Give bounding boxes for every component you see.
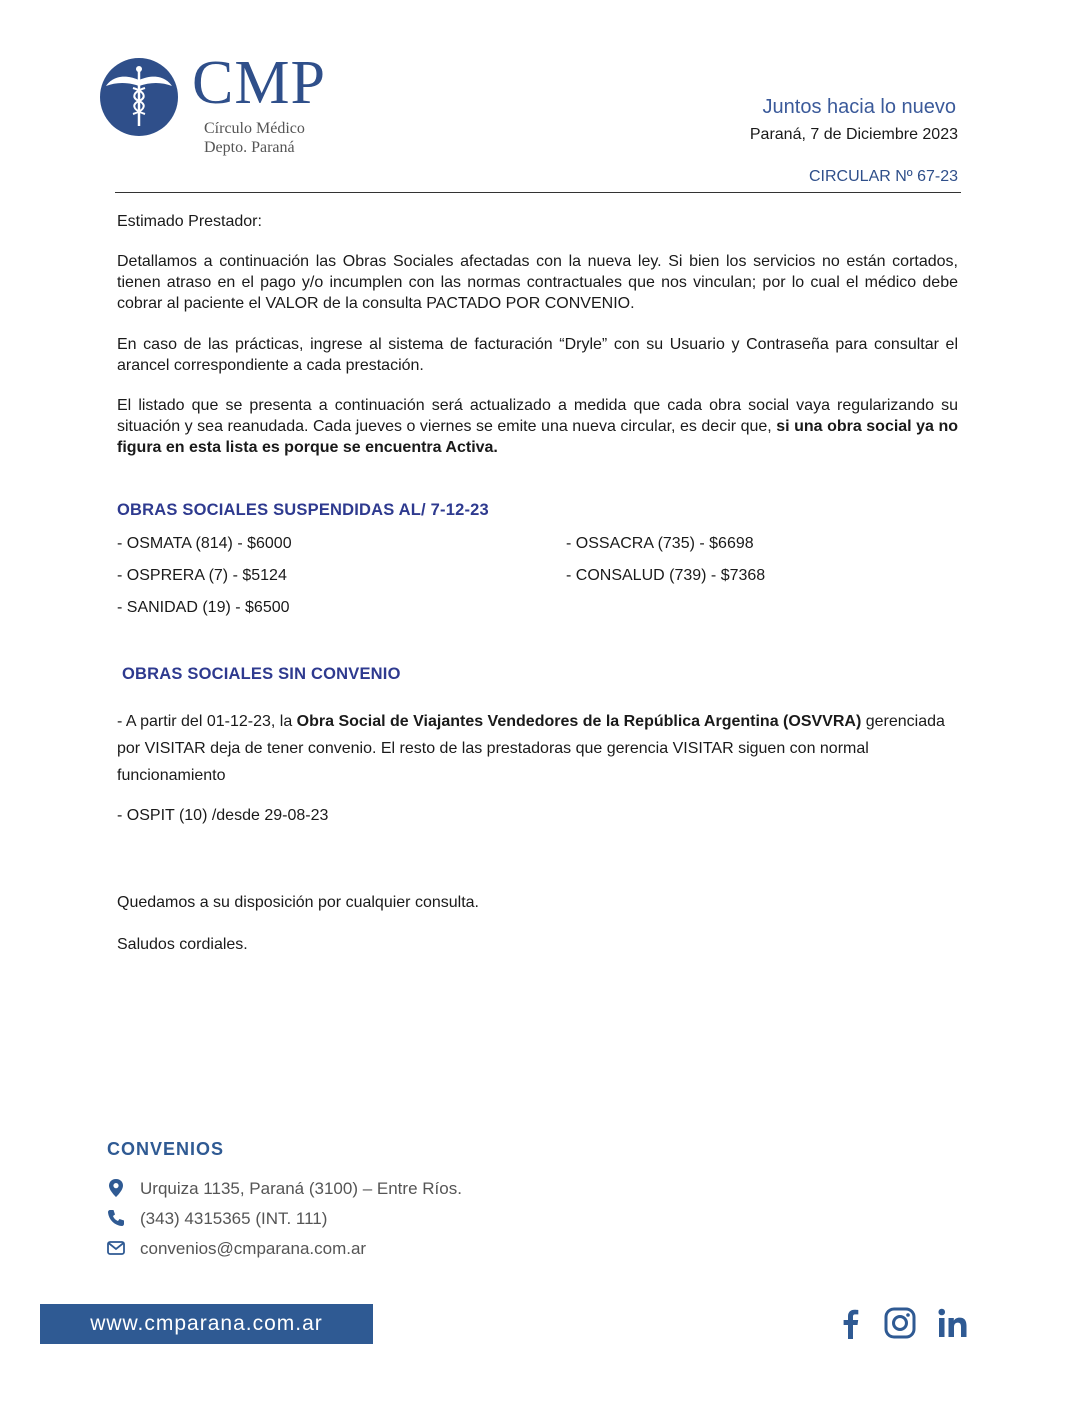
suspended-item: - OSSACRA (735) - $6698 xyxy=(566,535,754,552)
phone-text: (343) 4315365 (INT. 111) xyxy=(140,1209,328,1228)
website-banner[interactable]: www.cmparana.com.ar xyxy=(40,1304,373,1344)
paragraph-1: Detallamos a continuación las Obras Sociales afectadas con la nueva ley. Si bien los servicios no están cortados, tienen atraso en el pago y/o incumplen con las normas contractuales que nos vinculan; por lo cual el médico debe cobrar al paciente el VALOR de la consulta PACTADO POR CONVENIO. xyxy=(117,253,958,312)
caduceus-logo-emblem xyxy=(100,58,178,136)
header-divider xyxy=(115,192,961,193)
facebook-icon[interactable] xyxy=(834,1306,868,1340)
suspended-item: - OSPRERA (7) - $5124 xyxy=(117,567,287,584)
letter-date: Paraná, 7 de Diciembre 2023 xyxy=(749,126,958,143)
circular-number: CIRCULAR Nº 67-23 xyxy=(809,168,958,185)
sign-off: Saludos cordiales. xyxy=(117,936,248,953)
no-agreement-item: - OSPIT (10) /desde 29-08-23 xyxy=(117,807,329,824)
email-text[interactable]: convenios@cmparana.com.ar xyxy=(140,1239,367,1258)
no-agreement-bold: Obra Social de Viajantes Vendedores de la República Argentina (OSVVRA) xyxy=(296,713,862,730)
greeting: Estimado Prestador: xyxy=(117,213,262,230)
logo-text: CMP xyxy=(192,49,326,117)
mail-icon xyxy=(106,1238,126,1258)
logo-subtitle-1: Círculo Médico xyxy=(204,120,305,137)
no-agreement-text-a: - A partir del 01-12-23, la xyxy=(117,713,297,730)
suspended-item: - SANIDAD (19) - $6500 xyxy=(117,599,290,616)
location-pin-icon xyxy=(106,1178,126,1198)
email-row xyxy=(106,1238,366,1259)
instagram-icon[interactable] xyxy=(883,1306,917,1340)
address-row xyxy=(106,1178,462,1199)
no-agreement-title: OBRAS SOCIALES SIN CONVENIO xyxy=(122,665,401,683)
paragraph-3 xyxy=(117,395,958,458)
suspended-item: - CONSALUD (739) - $7368 xyxy=(566,567,766,584)
footer-title: CONVENIOS xyxy=(107,1139,225,1159)
suspended-title: OBRAS SOCIALES SUSPENDIDAS AL/ 7-12-23 xyxy=(117,501,489,519)
linkedin-icon[interactable] xyxy=(936,1306,970,1340)
no-agreement-paragraph xyxy=(117,708,958,789)
suspended-item: - OSMATA (814) - $6000 xyxy=(117,535,292,552)
logo-subtitle-2: Depto. Paraná xyxy=(204,139,295,156)
closing-line: Quedamos a su disposición por cualquier consulta. xyxy=(117,894,479,911)
phone-row xyxy=(106,1208,327,1229)
address-text: Urquiza 1135, Paraná (3100) – Entre Ríos. xyxy=(140,1179,462,1198)
paragraph-3-text: El listado que se presenta a continuación será actualizado a medida que cada obra social vaya regularizando su situación y sea reanudada. Cada jueves o viernes se emite una nueva circular, es decir que, xyxy=(117,397,958,435)
paragraph-2: En caso de las prácticas, ingrese al sistema de facturación “Dryle” con su Usuario y Contraseña para consultar el arancel correspondiente a cada prestación. xyxy=(117,336,958,374)
no-agreement-text-b: gerenciada por VISITAR deja de tener convenio. El resto de las prestadoras que gerencia VISITAR siguen con normal funcionamiento xyxy=(117,713,945,784)
phone-icon xyxy=(106,1208,126,1228)
paragraph-3-bold: si una obra social ya no figura en esta lista es porque se encuentra Activa. xyxy=(117,418,958,456)
slogan: Juntos hacia lo nuevo xyxy=(762,96,956,118)
